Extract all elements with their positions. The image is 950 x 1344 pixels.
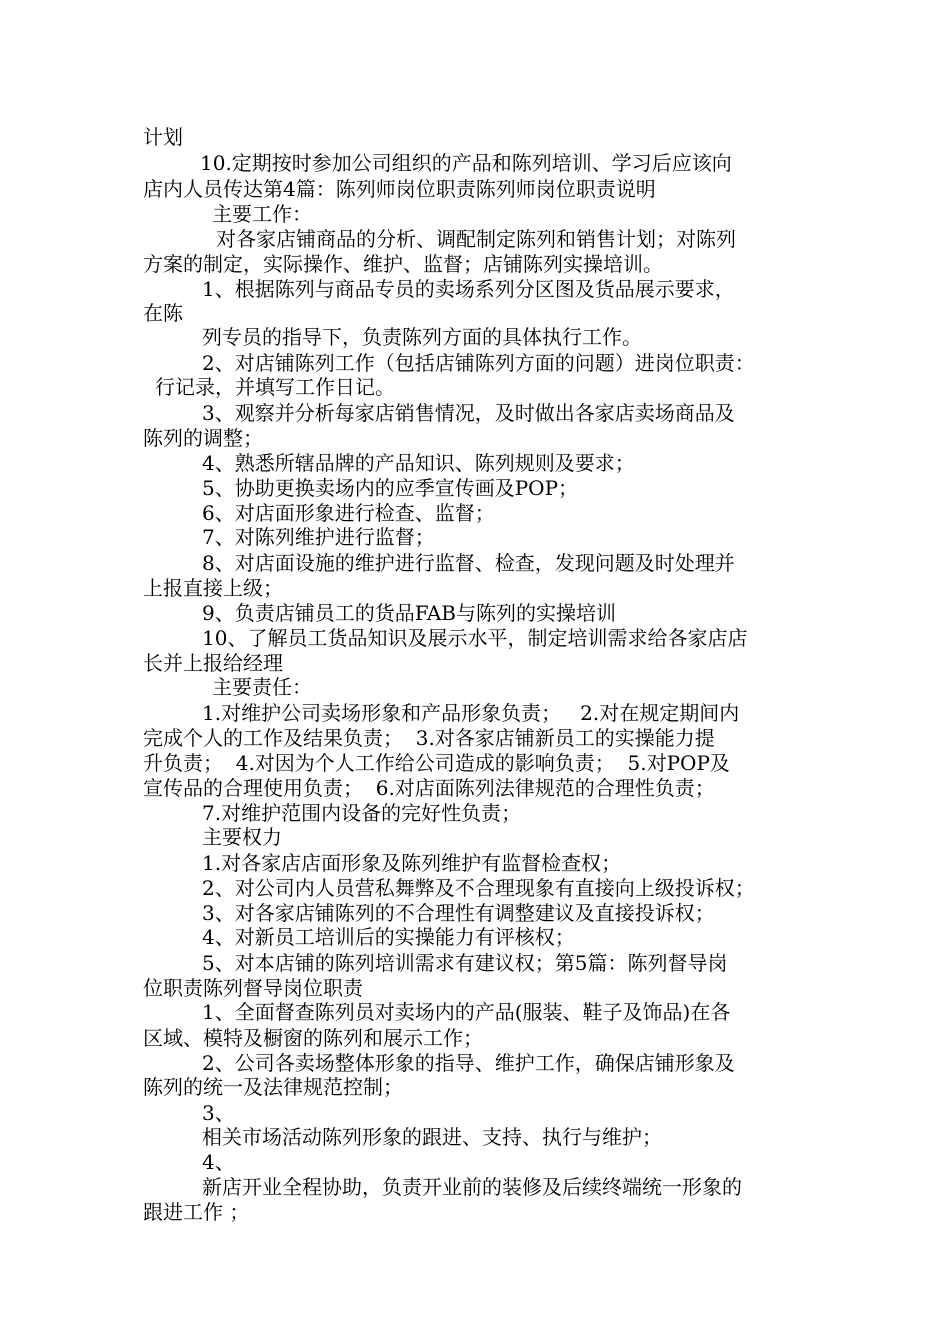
text-line: 3、对各家店铺陈列的不合理性有调整建议及直接投诉权； xyxy=(202,901,715,925)
text-line: 5、协助更换卖场内的应季宣传画及POP； xyxy=(202,476,579,500)
text-line: 完成个人的工作及结果负责； 3.对各家店铺新员工的实操能力提 xyxy=(143,726,715,750)
text-line: 新店开业全程协助，负责开业前的装修及后续终端统一形象的 xyxy=(202,1175,742,1199)
text-line: 7.对维护范围内设备的完好性负责； xyxy=(202,801,522,825)
text-line: 2、对店铺陈列工作（包括店铺陈列方面的问题）进岗位职责： xyxy=(202,351,755,375)
text-line: 3、观察并分析每家店销售情况，及时做出各家店卖场商品及 xyxy=(202,401,735,425)
text-line: 对各家店铺商品的分析、调配制定陈列和销售计划；对陈列 xyxy=(216,227,736,251)
text-line: 4、 xyxy=(202,1150,235,1174)
text-line: 位职责陈列督导岗位职责 xyxy=(143,976,363,1000)
text-line: 宣传品的合理使用负责； 6.对店面陈列法律规范的合理性负责； xyxy=(143,776,715,800)
section-heading: 主要权力 xyxy=(202,825,282,849)
text-line: 6、对店面形象进行检查、监督； xyxy=(202,501,495,525)
text-line: 陈列的调整； xyxy=(143,426,263,450)
text-line: 列专员的指导下，负责陈列方面的具体执行工作。 xyxy=(202,325,642,349)
text-line: 区域、模特及橱窗的陈列和展示工作； xyxy=(143,1026,483,1050)
text-line: 9、负责店铺员工的货品FAB与陈列的实操培训 xyxy=(202,601,617,625)
text-line: 跟进工作 ； xyxy=(143,1200,250,1224)
text-line: 行记录，并填写工作日记。 xyxy=(155,375,395,399)
text-line: 升负责； 4.对因为个人工作给公司造成的影响负责； 5.对POP及 xyxy=(143,751,730,775)
text-line: 在陈 xyxy=(143,301,183,325)
text-line: 方案的制定，实际操作、维护、监督；店铺陈列实操培训。 xyxy=(143,252,663,276)
text-line: 陈列的统一及法律规范控制； xyxy=(143,1075,403,1099)
text-line: 计划 xyxy=(143,125,183,149)
section-heading: 主要工作： xyxy=(212,202,312,226)
text-line: 4、对新员工培训后的实操能力有评核权； xyxy=(202,925,575,949)
text-line: 长并上报给经理 xyxy=(143,651,283,675)
text-line: 10.定期按时参加公司组织的产品和陈列培训、学习后应该向 xyxy=(200,151,732,175)
text-line: 相关市场活动陈列形象的跟进、支持、执行与维护； xyxy=(202,1125,662,1149)
text-line: 4、熟悉所辖品牌的产品知识、陈列规则及要求； xyxy=(202,451,635,475)
text-line: 店内人员传达第4篇：陈列师岗位职责陈列师岗位职责说明 xyxy=(143,177,656,201)
text-line: 8、对店面设施的维护进行监督、检查，发现问题及时处理并 xyxy=(202,551,735,575)
text-line: 3、 xyxy=(202,1101,235,1125)
text-line: 7、对陈列维护进行监督； xyxy=(202,525,435,549)
text-line: 2、对公司内人员营私舞弊及不合理现象有直接向上级投诉权； xyxy=(202,876,755,900)
text-line: 上报直接上级； xyxy=(143,576,283,600)
text-line: 1、根据陈列与商品专员的卖场系列分区图及货品展示要求， xyxy=(202,277,735,301)
text-line: 2、公司各卖场整体形象的指导、维护工作，确保店铺形象及 xyxy=(202,1051,735,1075)
text-line: 10、了解员工货品知识及展示水平，制定培训需求给各家店店 xyxy=(202,626,748,650)
text-line: 1、全面督查陈列员对卖场内的产品(服装、鞋子及饰品)在各 xyxy=(202,1000,731,1024)
text-line: 1.对维护公司卖场形象和产品形象负责； 2.对在规定期间内 xyxy=(202,701,740,725)
section-heading: 主要责任： xyxy=(212,675,312,699)
text-line: 5、对本店铺的陈列培训需求有建议权；第5篇：陈列督导岗 xyxy=(202,951,728,975)
text-line: 1.对各家店店面形象及陈列维护有监督检查权； xyxy=(202,851,622,875)
